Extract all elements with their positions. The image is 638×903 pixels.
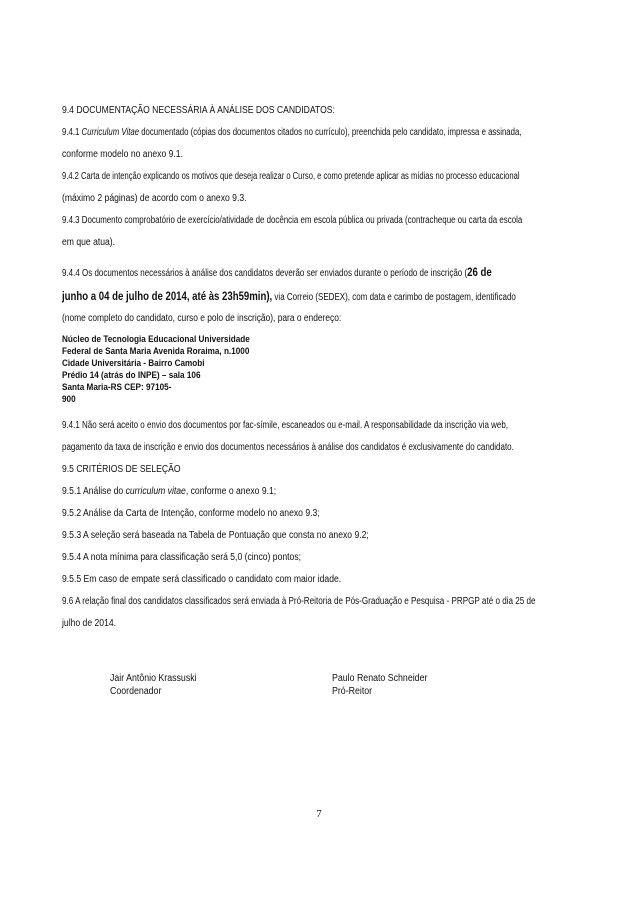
item-9-4-3-line-1: 9.4.3 Documento comprobatório de exercício/atividade de docência em escola pública ou privada (contracheque ou carta da escola — [62, 215, 523, 226]
address-line: Prédio 14 (atrás do INPE) – sala 106 — [62, 370, 201, 381]
signature-pro-rector — [332, 672, 440, 698]
item-9-4-2-line-2: (máximo 2 páginas) de acordo com o anexo 9.3. — [62, 193, 247, 204]
item-9-4-4-line-3: (nome completo do candidato, curso e polo de inscrição), para o endereço: — [62, 313, 342, 324]
signer-name: Jair Antônio Krassuski — [110, 673, 197, 684]
address-line: Santa Maria-RS CEP: 97105- — [62, 382, 172, 393]
address-line: Cidade Universitária - Bairro Camobi — [62, 358, 205, 369]
signer-name: Paulo Renato Schneider — [332, 673, 428, 684]
item-9-5-3: 9.5.3 A seleção será baseada na Tabela de Pontuação que consta no anexo 9.2; — [62, 530, 369, 541]
curriculum-vitae-term: curriculum vitae — [125, 486, 186, 497]
item-9-4-4-line-1: 9.4.4 Os documentos necessários à análise dos candidatos deverão ser enviados durante o período de inscrição (26 de — [62, 265, 492, 279]
address-line: Núcleo de Tecnologia Educacional Universidade — [62, 334, 250, 345]
item-9-4-3-line-2: em que atua). — [62, 237, 116, 248]
item-9-5-2: 9.5.2 Análise da Carta de Intenção, conforme modelo no anexo 9.3; — [62, 508, 320, 519]
mailing-address — [62, 334, 576, 406]
page-number: 7 — [316, 808, 322, 820]
section-heading-9-5: 9.5 CRITÉRIOS DE SELEÇÃO — [62, 464, 181, 475]
signer-role: Coordenador — [110, 686, 162, 697]
inscription-period-start: 26 de — [467, 265, 492, 279]
item-9-4-2-line-1: 9.4.2 Carta de intenção explicando os motivos que deseja realizar o Curso, e como pretende aplicar as mídias no processo educacional — [62, 171, 520, 182]
curriculum-vitae-term: Curriculum Vitae — [81, 127, 140, 138]
signer-role: Pró-Reitor — [332, 686, 373, 697]
item-9-4-4-line-2: junho a 04 de julho de 2014, até às 23h59min), via Correio (SEDEX), com data e carimbo de postagem, identificado — [62, 289, 516, 303]
item-9-4-1-line-1: 9.4.1 Curriculum Vitae documentado (cópias dos documentos citados no currículo), preenchida pelo candidato, impressa e assinada, — [62, 127, 522, 138]
section-heading-9-4: 9.4 DOCUMENTAÇÃO NECESSÁRIA À ANÁLISE DOS CANDIDATOS: — [62, 105, 335, 116]
item-9-6-line-1: 9.6 A relação final dos candidatos classificados será enviada à Pró-Reitoria de Pós-Graduação e Pesquisa - PRPGP até o dia 25 de — [62, 596, 536, 607]
item-9-4-1-web-line-1: 9.4.1 Não será aceito o envio dos documentos por fac-símile, escaneados ou e-mail. A responsabilidade da inscrição via web, — [62, 420, 509, 431]
item-9-6-line-2: julho de 2014. — [62, 618, 117, 629]
item-9-4-1-line-2: conforme modelo no anexo 9.1. — [62, 149, 183, 160]
inscription-period-end: junho a 04 de julho de 2014, até às 23h59min), — [62, 289, 273, 303]
item-9-5-1: 9.5.1 Análise do curriculum vitae, conforme o anexo 9.1; — [62, 486, 277, 497]
document-body — [62, 100, 576, 635]
item-9-4-1-web-line-2: pagamento da taxa de inscrição e envio dos documentos necessários à análise dos candidatos é exclusivamente do candidato. — [62, 442, 514, 453]
item-9-5-5: 9.5.5 Em caso de empate será classificado o candidato com maior idade. — [62, 574, 342, 585]
item-9-5-4: 9.5.4 A nota mínima para classificação será 5,0 (cinco) pontos; — [62, 552, 302, 563]
address-line: 900 — [62, 394, 76, 405]
signature-coordinator — [110, 672, 208, 698]
address-line: Federal de Santa Maria Avenida Roraima, n.1000 — [62, 346, 250, 357]
